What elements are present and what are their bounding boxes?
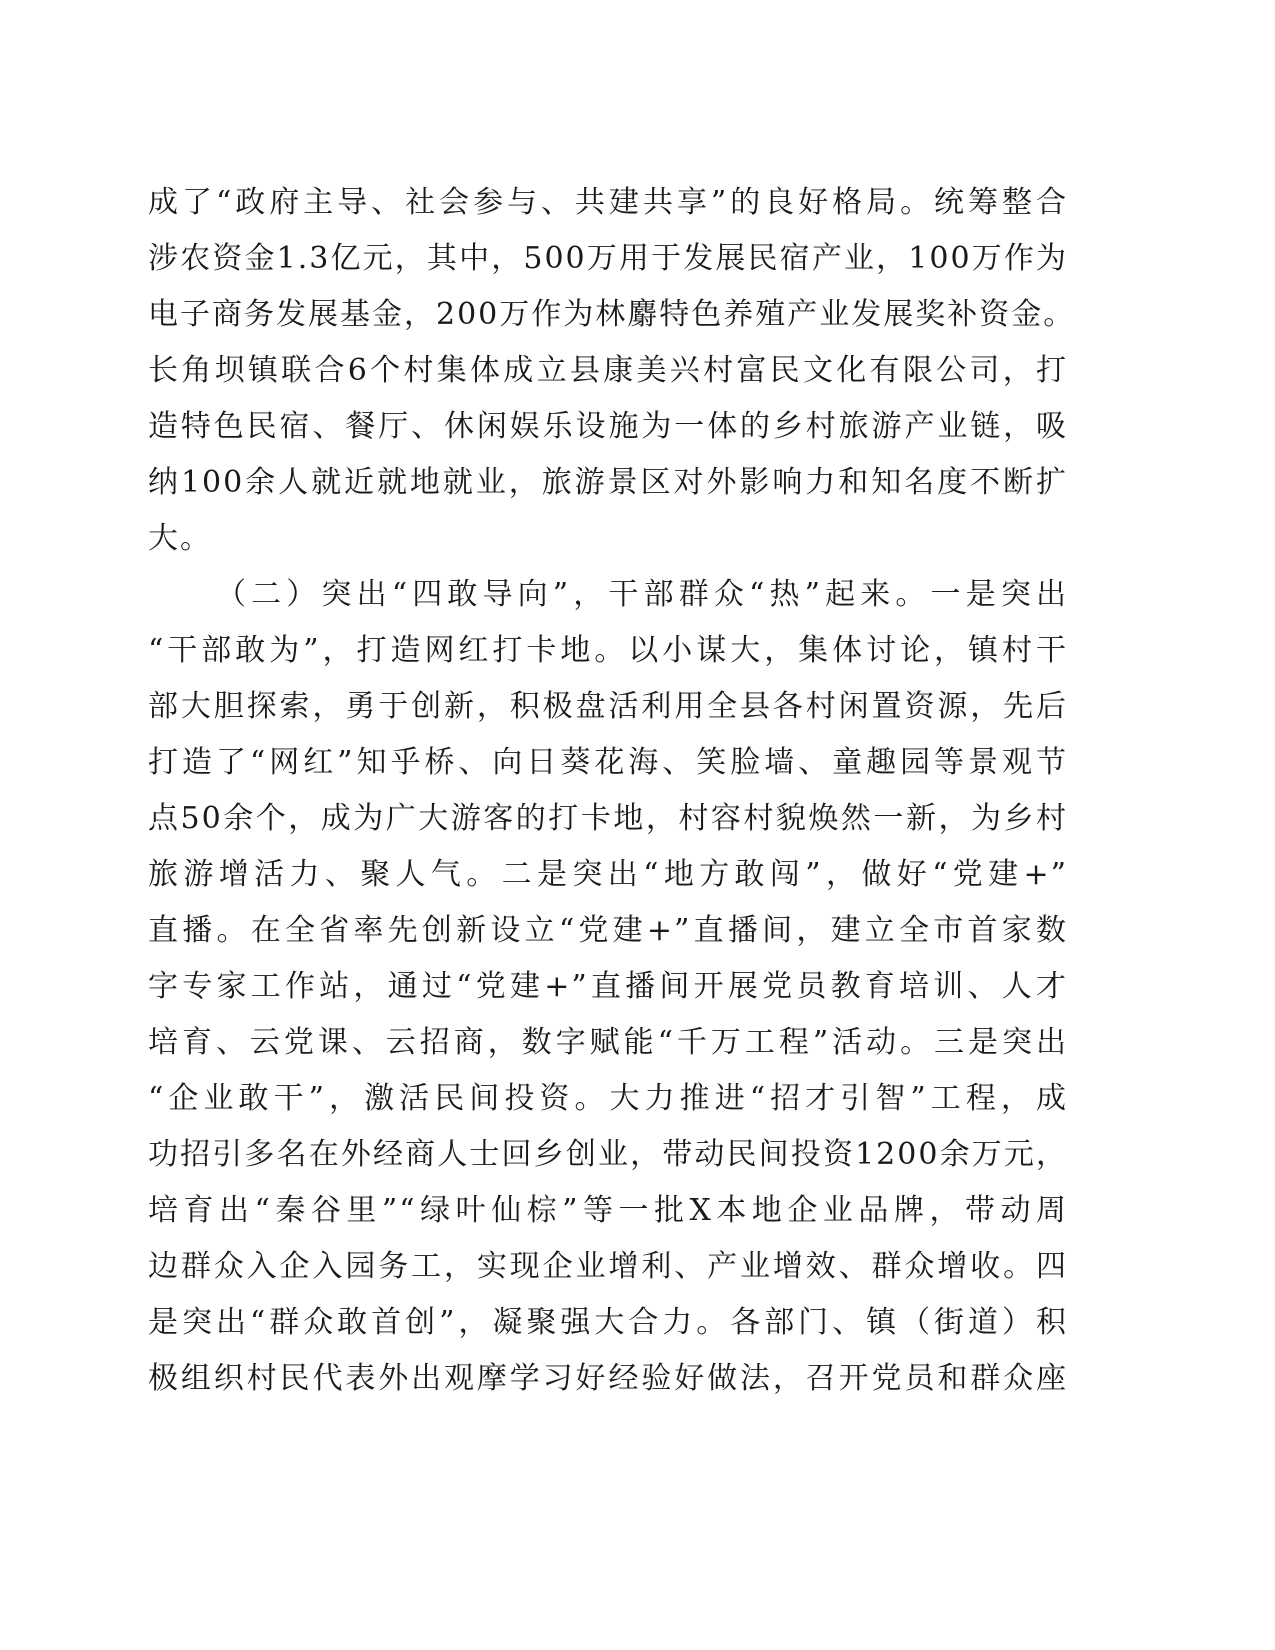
text-line: 造特色民宿、餐厅、休闲娱乐设施为一体的乡村旅游产业链，吸	[148, 409, 1068, 444]
text-line: 大。	[148, 521, 212, 556]
text-line: 直播。在全省率先创新设立“党建+”直播间，建立全市首家数	[148, 913, 1068, 948]
text-line: 成了“政府主导、社会参与、共建共享”的良好格局。统筹整合	[148, 185, 1068, 220]
text-line: 点50余个，成为广大游客的打卡地，村容村貌焕然一新，为乡村	[148, 801, 1068, 836]
body-text	[148, 175, 1076, 1407]
text-line: 极组织村民代表外出观摩学习好经验好做法，召开党员和群众座	[148, 1361, 1068, 1396]
text-line: 培育出“秦谷里”“绿叶仙棕”等一批X本地企业品牌，带动周	[148, 1193, 1068, 1228]
text-line: “企业敢干”，激活民间投资。大力推进“招才引智”工程，成	[148, 1081, 1068, 1116]
text-line: 涉农资金1.3亿元，其中，500万用于发展民宿产业，100万作为	[148, 241, 1068, 276]
text-line: 培育、云党课、云招商，数字赋能“千万工程”活动。三是突出	[148, 1025, 1068, 1060]
text-line: 字专家工作站，通过“党建+”直播间开展党员教育培训、人才	[148, 969, 1068, 1004]
text-line: “干部敢为”，打造网红打卡地。以小谋大，集体讨论，镇村干	[148, 633, 1068, 668]
section-heading-line: （二）突出“四敢导向”，干部群众“热”起来。一是突出	[216, 577, 1068, 612]
text-line: 边群众入企入园务工，实现企业增利、产业增效、群众增收。四	[148, 1249, 1068, 1284]
text-line: 是突出“群众敢首创”，凝聚强大合力。各部门、镇（街道）积	[148, 1305, 1068, 1340]
text-line: 长角坝镇联合6个村集体成立县康美兴村富民文化有限公司，打	[148, 353, 1068, 388]
text-line: 功招引多名在外经商人士回乡创业，带动民间投资1200余万元，	[148, 1137, 1068, 1172]
text-line: 打造了“网红”知乎桥、向日葵花海、笑脸墙、童趣园等景观节	[148, 745, 1068, 780]
text-line: 纳100余人就近就地就业，旅游景区对外影响力和知名度不断扩	[148, 465, 1068, 500]
text-line: 电子商务发展基金，200万作为林麝特色养殖产业发展奖补资金。	[148, 297, 1076, 332]
text-line: 部大胆探索，勇于创新，积极盘活利用全县各村闲置资源，先后	[148, 689, 1068, 724]
text-line: 旅游增活力、聚人气。二是突出“地方敢闯”，做好“党建+”	[148, 857, 1068, 892]
